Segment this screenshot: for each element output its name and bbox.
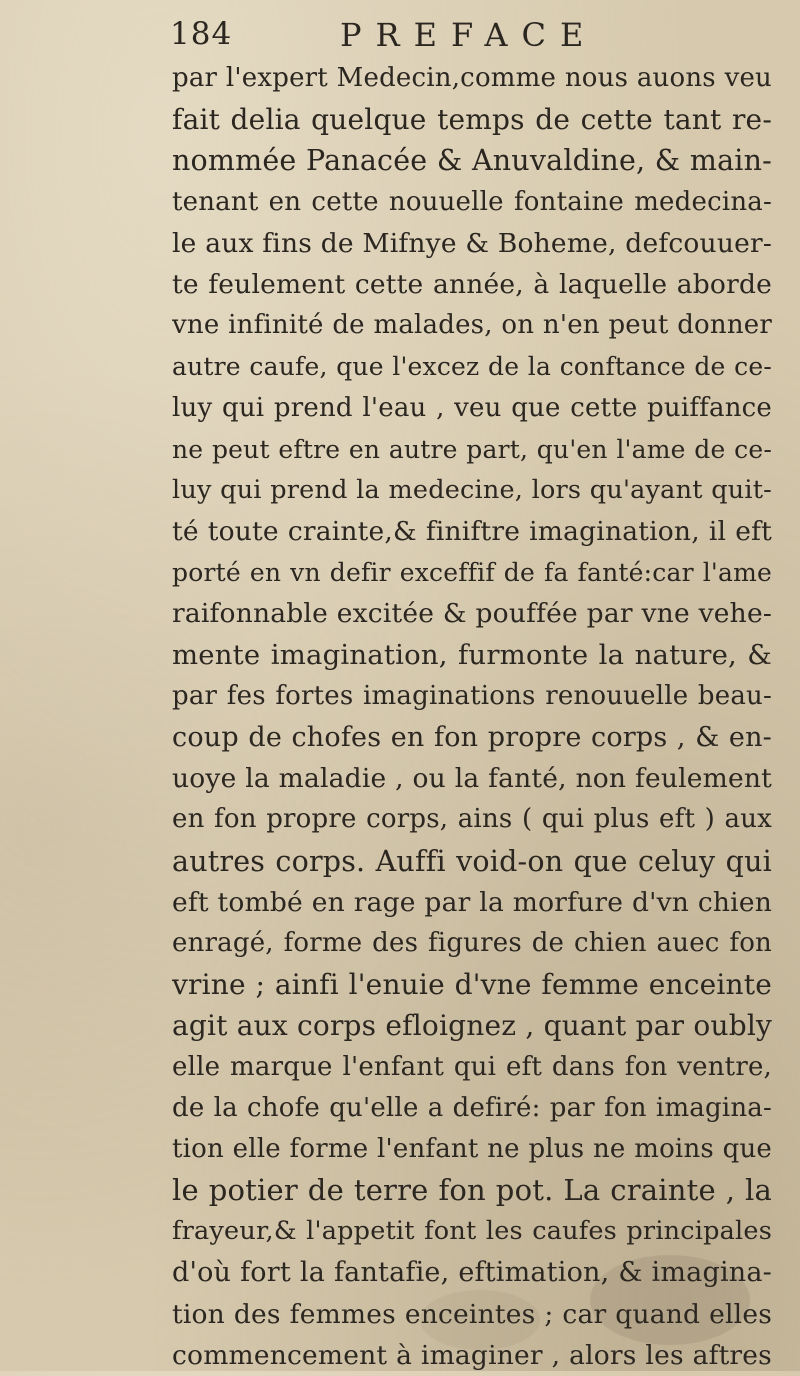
page-header	[170, 10, 630, 60]
text-line: vne infinité de malades, on n'en peut donner	[172, 310, 772, 341]
text-line: autre caufe, que l'excez de la conftance de ce-	[172, 352, 772, 382]
text-line: de la chofe qu'elle a defiré: par fon imagina-	[172, 1092, 772, 1123]
text-line: eft tombé en rage par la morfure d'vn chien	[172, 886, 772, 918]
text-line: enragé, forme des figures de chien auec fon	[172, 927, 772, 958]
text-line: vrine ; ainfi l'enuie d'vne femme enceinte	[172, 968, 772, 1002]
text-line: en fon propre corps, ains ( qui plus eft ) aux	[172, 804, 772, 835]
body-text	[172, 58, 772, 1376]
text-line: commencement à imaginer , alors les aftres	[172, 1339, 772, 1371]
text-line: elle marque l'enfant qui eft dans fon ventre,	[172, 1051, 772, 1082]
text-line: nommée Panacée & Anuvaldine, & main-	[172, 144, 772, 178]
text-line: tion des femmes enceintes ; car quand elles	[172, 1298, 772, 1330]
text-line: té toute crainte,& finiftre imagination, il eft	[172, 516, 772, 548]
text-line: luy qui prend la medecine, lors qu'ayant quit-	[172, 474, 772, 505]
text-line: d'où fort la fantafie, eftimation, & imagina-	[172, 1257, 772, 1289]
text-line: fait delia quelque temps de cette tant re-	[172, 103, 772, 137]
text-line: autres corps. Auffi void-on que celuy qui	[172, 844, 772, 878]
text-line: le potier de terre fon pot. La crainte , la	[172, 1173, 772, 1208]
text-line: uoye la maladie , ou la fanté, non feulement	[172, 763, 772, 795]
text-line: par l'expert Medecin,comme nous auons veu	[172, 63, 772, 93]
text-line: ne peut eftre en autre part, qu'en l'ame de ce-	[172, 434, 772, 464]
text-line: tion elle forme l'enfant ne plus ne moins que	[172, 1133, 772, 1164]
text-line: mente imagination, furmonte la nature, &	[172, 638, 772, 671]
text-line: te feulement cette année, à laquelle aborde	[172, 268, 772, 300]
text-line: agit aux corps efloignez , quant par oubly	[172, 1009, 772, 1043]
text-line: frayeur,& l'appetit font les caufes principales	[172, 1216, 772, 1247]
text-line: le aux fins de Mifnye & Boheme, defcouuer-	[172, 227, 772, 259]
text-line: porté en vn defir exceffif de fa fanté:car l'ame	[172, 558, 772, 588]
page-number: 184	[170, 16, 233, 52]
text-line: coup de chofes en fon propre corps , & en-	[172, 722, 772, 753]
running-head: PREFACE	[340, 16, 598, 54]
text-line: tenant en cette nouuelle fontaine medecina-	[172, 186, 772, 217]
text-line: raifonnable excitée & pouffée par vne vehe-	[172, 598, 772, 630]
text-line: luy qui prend l'eau , veu que cette puiffance	[172, 392, 772, 423]
text-line: par fes fortes imaginations renouuelle beau-	[172, 680, 772, 711]
